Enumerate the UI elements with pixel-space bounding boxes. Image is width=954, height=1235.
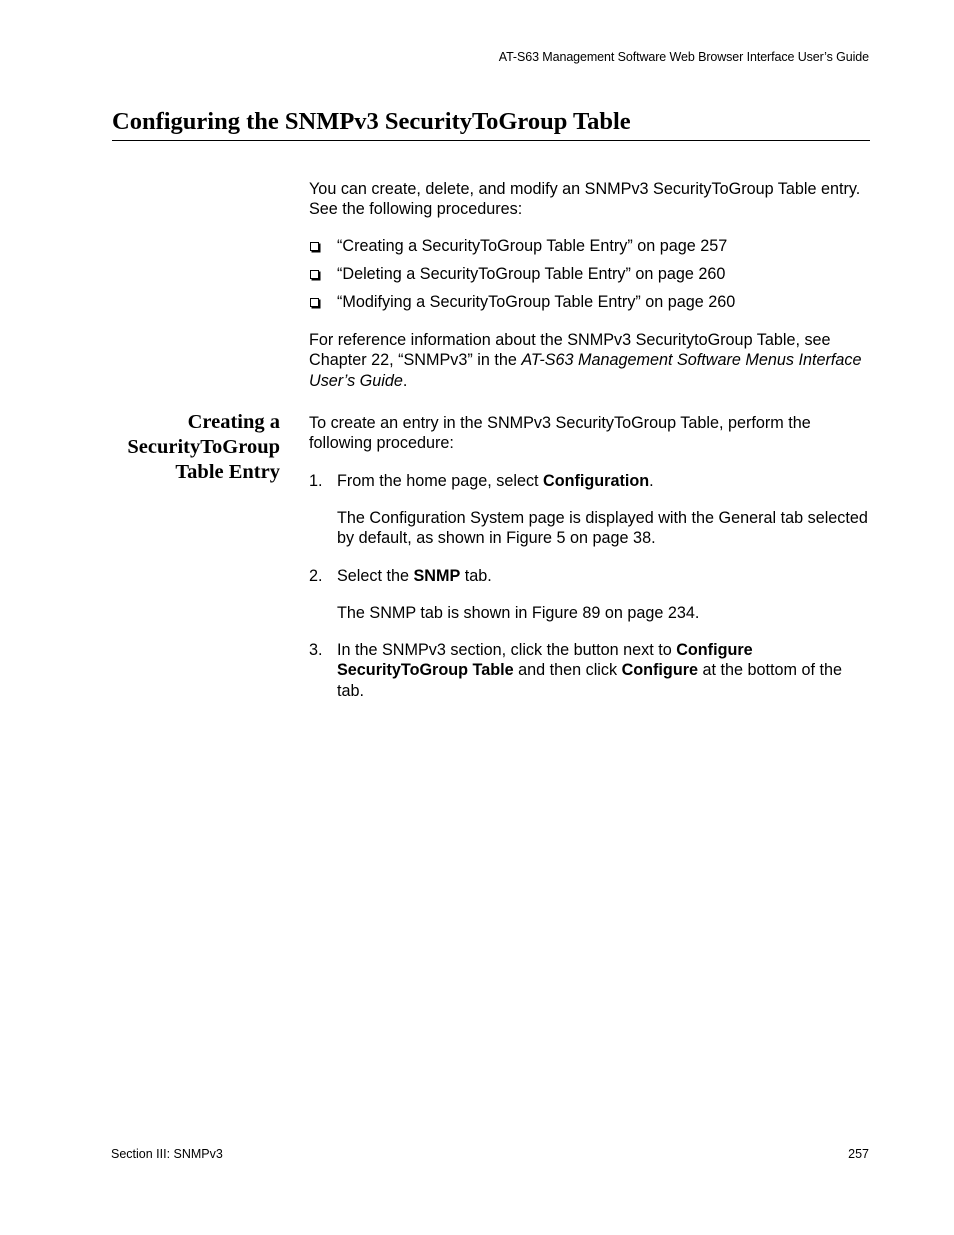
step-text: In the SNMPv3 section, click the button next to Configure SecurityToGroup Table and then click Configure at the bottom of the tab. — [337, 641, 842, 700]
list-item — [309, 236, 735, 264]
ui-term: SNMP — [413, 567, 461, 585]
step-note: The SNMP tab is shown in Figure 89 on page 234. — [337, 604, 700, 622]
title-rule — [112, 140, 870, 141]
reference-text: For reference information about the SNMPv3 SecuritytoGroup Table, see Chapter 22, “SNMPv3” in the — [309, 331, 831, 370]
intro-paragraph: You can create, delete, and modify an SNMPv3 SecurityToGroup Table entry. See the following procedures: — [309, 180, 861, 219]
cross-reference-link[interactable]: “Deleting a SecurityToGroup Table Entry” on page 260 — [337, 265, 726, 283]
book-title: AT-S63 Management Software Menus Interface User’s Guide — [309, 351, 862, 390]
reference-paragraph — [309, 330, 872, 391]
checkbox-bullet-icon — [310, 298, 319, 307]
step-text: From the home page, select Configuration. — [337, 472, 654, 490]
step-note: The Configuration System page is displayed with the General tab selected by default, as shown in Figure 5 on page 38. — [337, 509, 868, 548]
page-title: Configuring the SNMPv3 SecurityToGroup Table — [112, 108, 631, 135]
section-heading-line: Table Entry — [175, 461, 280, 483]
cross-reference-link[interactable]: “Creating a SecurityToGroup Table Entry” on page 257 — [337, 237, 728, 255]
section-intro: To create an entry in the SNMPv3 SecurityToGroup Table, perform the following procedure: — [309, 414, 811, 453]
cross-reference-link[interactable]: “Modifying a SecurityToGroup Table Entry” on page 260 — [337, 293, 736, 311]
running-header: AT-S63 Management Software Web Browser Interface User’s Guide — [498, 50, 869, 64]
procedure-list — [309, 236, 735, 320]
list-item — [309, 264, 735, 292]
ui-term: Configure — [621, 661, 699, 680]
list-item — [309, 292, 735, 320]
footer-section-label: Section III: SNMPv3 — [111, 1147, 223, 1161]
footer-page-number: 257 — [848, 1147, 869, 1161]
step-number: 3. — [309, 641, 323, 659]
checkbox-bullet-icon — [310, 270, 319, 279]
reference-suffix: . — [402, 371, 408, 390]
ui-term: Configuration — [543, 472, 650, 490]
section-heading — [90, 410, 280, 485]
checkbox-bullet-icon — [310, 242, 319, 251]
section-heading-line: SecurityToGroup — [127, 436, 280, 458]
step-number: 1. — [309, 472, 323, 490]
section-heading-line: Creating a — [187, 411, 280, 433]
step-number: 2. — [309, 567, 323, 585]
step-text: Select the SNMP tab. — [337, 567, 492, 585]
ui-term: Configure SecurityToGroup Table — [337, 641, 753, 680]
